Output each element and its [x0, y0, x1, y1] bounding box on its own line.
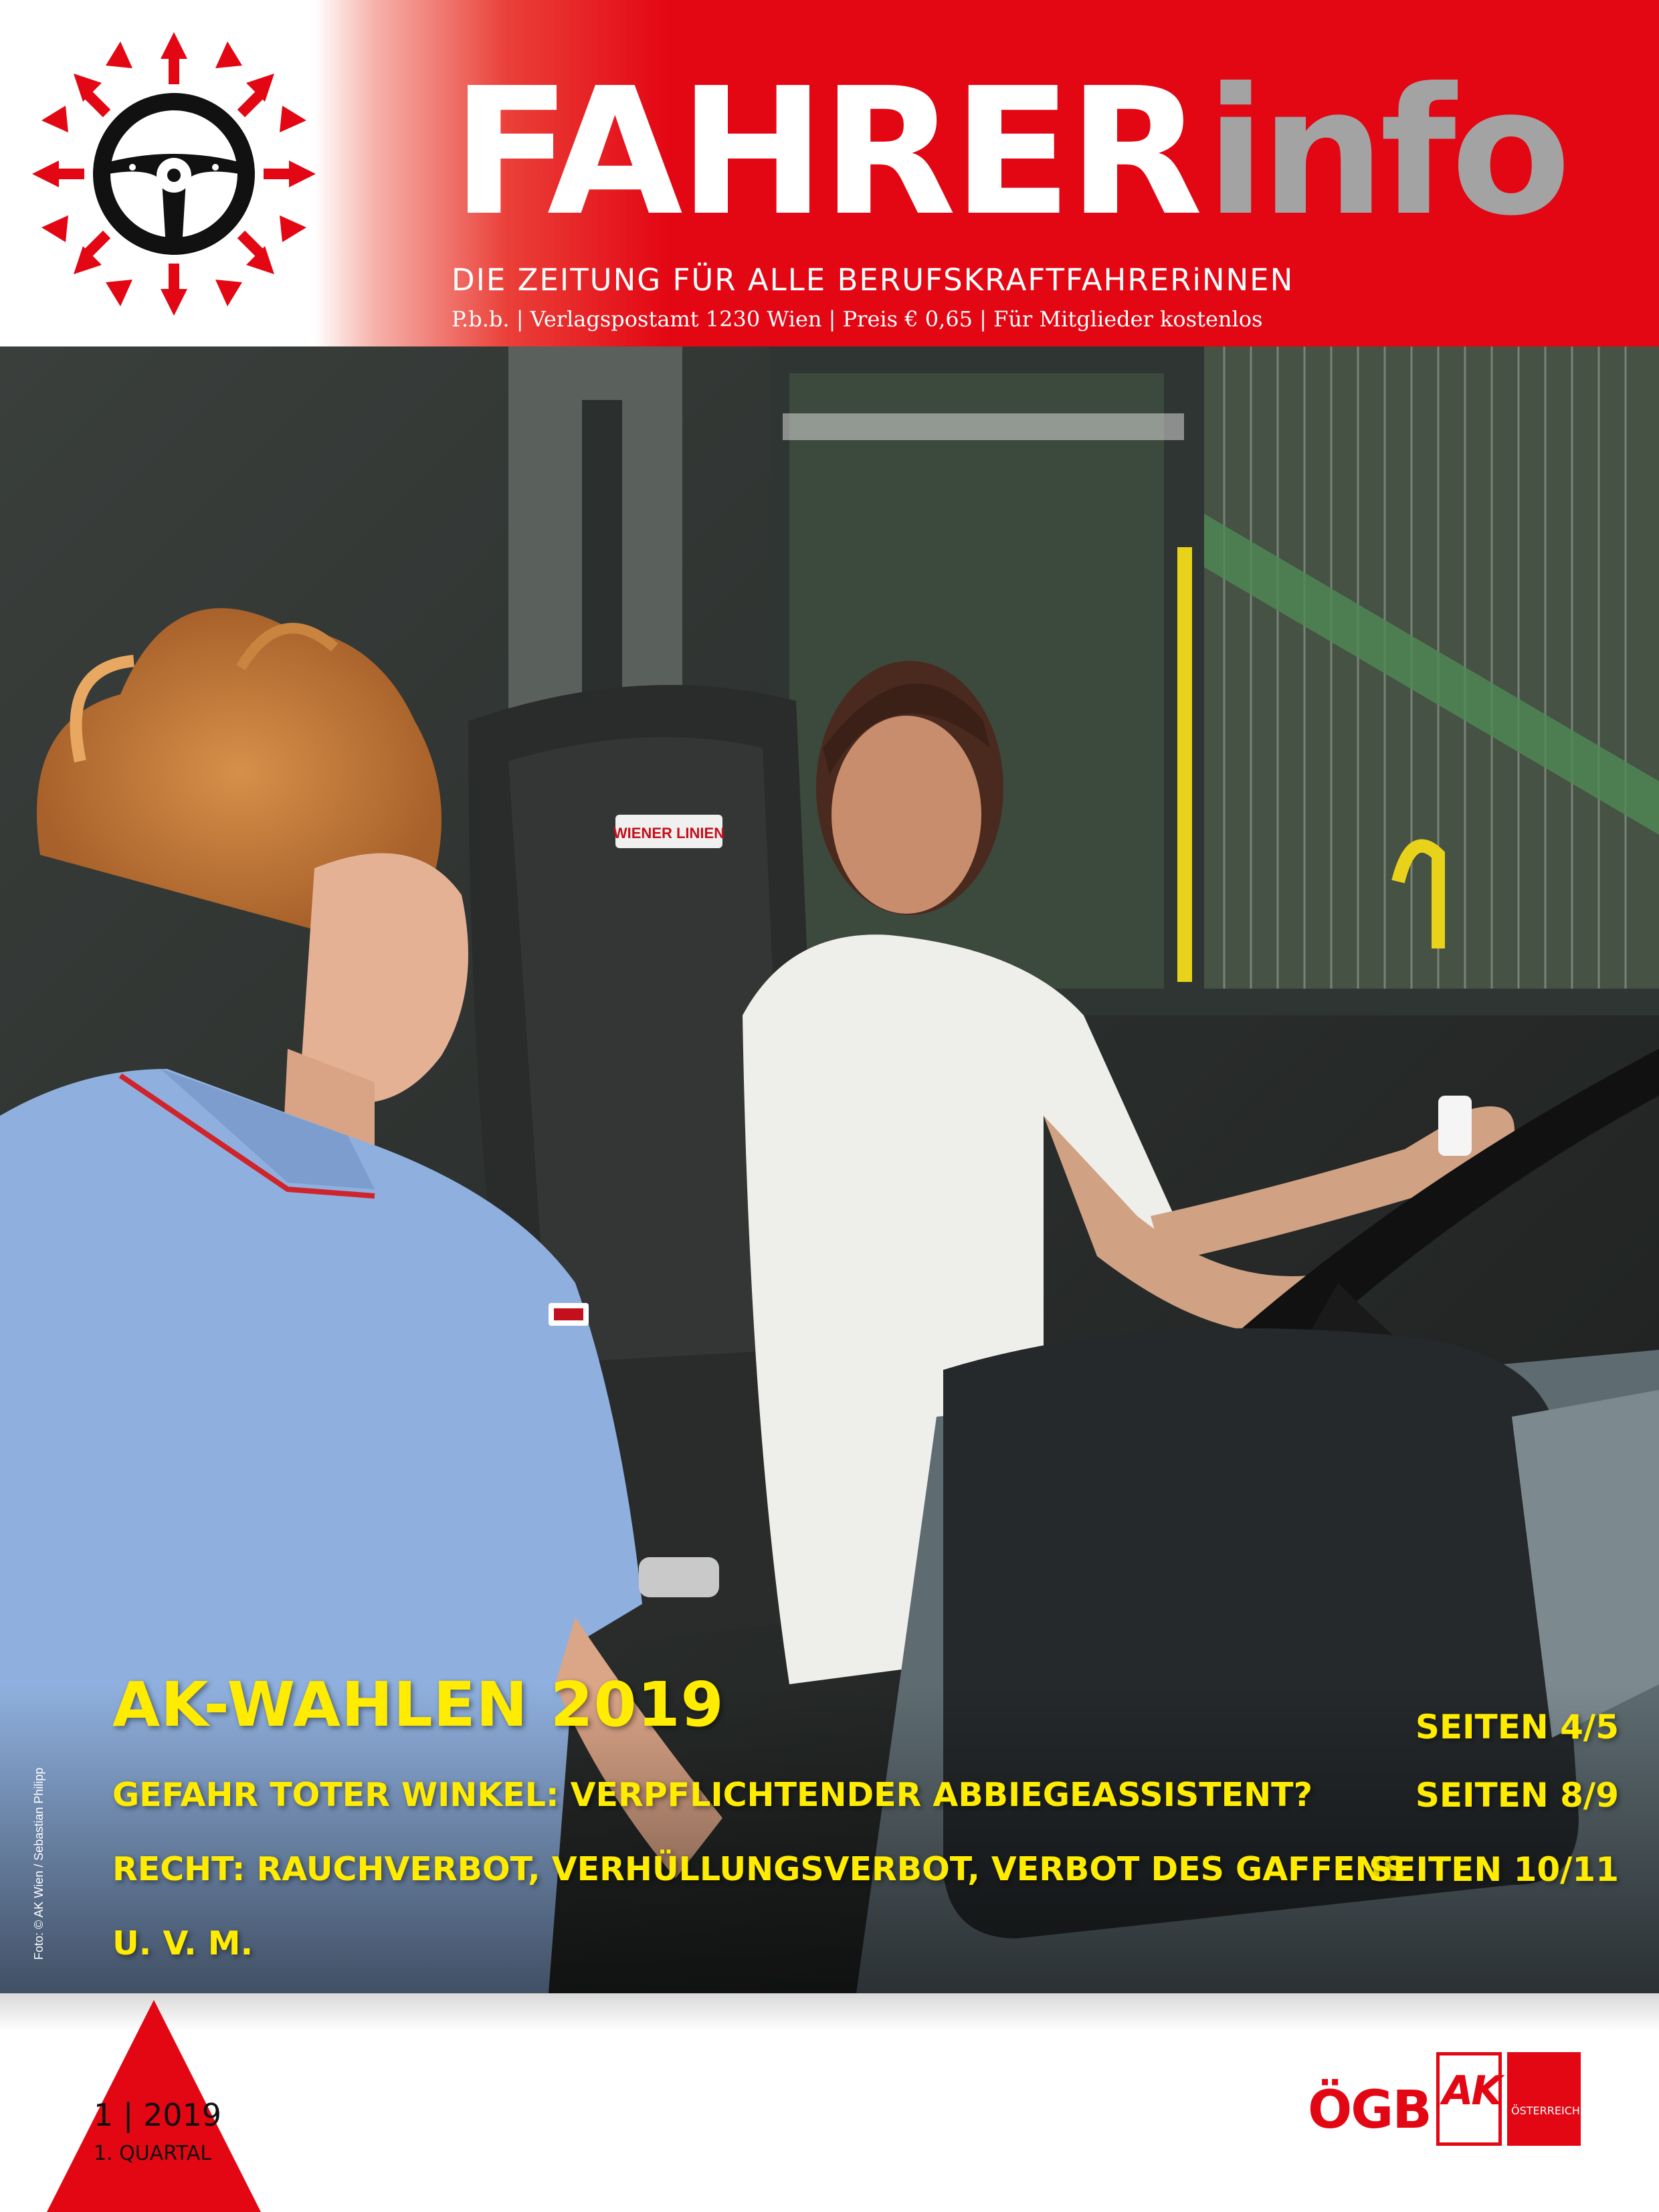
tagline: DIE ZEITUNG FÜR ALLE BERUFSKRAFTFAHRERiNNEN: [452, 262, 1294, 298]
ak-logo-box: [1436, 2052, 1502, 2146]
oesterreich-logo: ÖSTERREICH: [1511, 2104, 1580, 2117]
main-headline: AK-WAHLEN 2019: [112, 1669, 724, 1740]
cover-photo: [0, 346, 1659, 1993]
ak-logo: AK: [1442, 2068, 1500, 2114]
photo-credit: Foto: © AK Wien / Sebastian Philipp: [32, 1767, 45, 1960]
main-headline-pages: SEITEN 4/5: [1415, 1708, 1619, 1746]
story-headline-recht: RECHT: RAUCHVERBOT, VERHÜLLUNGSVERBOT, VERBOT DES GAFFENS: [112, 1850, 1406, 1888]
steering-wheel-logo-icon: [27, 27, 321, 321]
issue-number: 1 | 2019: [94, 2097, 222, 2133]
oegb-logo: ÖGB: [1308, 2080, 1431, 2140]
issue-quarter: 1. QUARTAL: [94, 2142, 212, 2165]
story-pages-recht: SEITEN 10/11: [1369, 1850, 1619, 1889]
masthead-fahrer: FAHRER: [452, 50, 1199, 254]
story-headline-toter-winkel: GEFAHR TOTER WINKEL: VERPFLICHTENDER ABBIEGEASSISTENT?: [112, 1776, 1313, 1814]
oesterreich-logo-box: [1507, 2052, 1581, 2146]
bus-cockpit-photo: [0, 346, 1659, 1993]
cover-footer: [0, 1993, 1659, 2212]
postal-info: P.b.b. | Verlagspostamt 1230 Wien | Preis € 0,65 | Für Mitglieder kostenlos: [452, 306, 1263, 332]
seat-logo: WIENER LINIEN: [613, 825, 725, 841]
story-headline-uvm: U. V. M.: [112, 1924, 254, 1963]
masthead-header: [0, 0, 1659, 346]
masthead-title: [452, 50, 1566, 254]
masthead-info: info: [1205, 50, 1566, 254]
story-pages-toter-winkel: SEITEN 8/9: [1415, 1776, 1619, 1815]
